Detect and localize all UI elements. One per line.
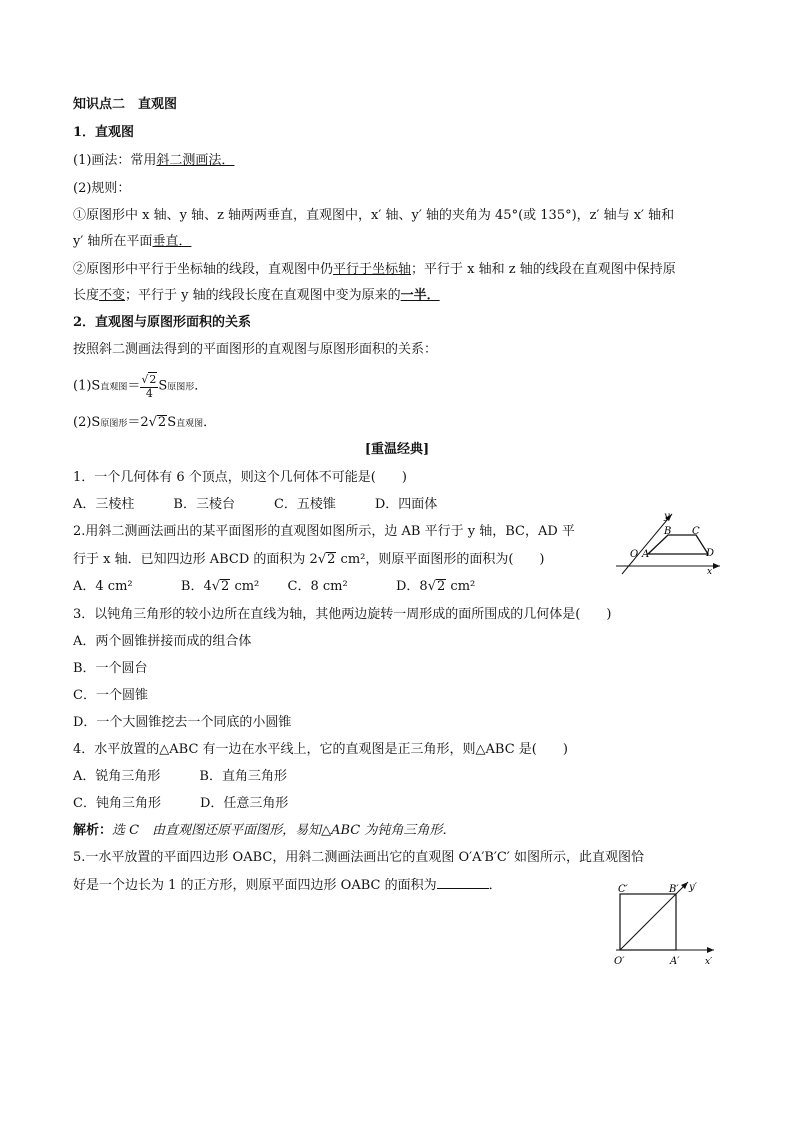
q2-option-d-post: cm² <box>446 579 476 594</box>
s2-heading: 2．直观图与原图形面积的关系 <box>73 315 252 330</box>
rule1-line1: ①原图形中 x 轴、y 轴、z 轴两两垂直，直观图中，x′ 轴、y′ 轴的夹角为 45°(或 135°)，z′ 轴与 x′ 轴和 <box>73 208 675 223</box>
fig2-label-a: A′ <box>670 956 680 967</box>
s1-draw-prefix: (1)画法：常用 <box>73 153 157 168</box>
f2-sub2: 直观图 <box>176 419 204 429</box>
rule2-b-prefix: 长度 <box>73 288 100 303</box>
q5-line1: 5.一水平放置的平面四边形 OABC，用斜二测画法画出它的直观图 O′A′B′C′ 如图所示，此直观图恰 <box>73 850 644 865</box>
f2-end: ． <box>203 415 217 430</box>
fig1-x-arrow <box>713 563 720 569</box>
q2-b-rad: 2 <box>327 552 336 567</box>
fig1-label-a: A <box>642 549 650 560</box>
fig2-label-o: O′ <box>614 956 625 967</box>
rule2-a-ul: 平行于坐标轴 <box>333 262 412 277</box>
f1-s: S <box>158 378 168 394</box>
fig1-label-o: O <box>630 549 639 560</box>
rule2-a-suffix: ；平行于 x 轴和 z 轴的线段在直观图中保持原 <box>411 262 676 277</box>
fig2-label-y: y′ <box>689 882 697 893</box>
section-title: 知识点二 直观图 <box>73 97 178 112</box>
q4-solution-label: 解析： <box>73 823 113 838</box>
q5-answer-blank <box>437 876 489 889</box>
f1-fraction: $\frac{√2}{4}$ <box>141 373 157 400</box>
q2-option-b-post: cm² <box>230 579 260 594</box>
review-title: [重温经典] <box>364 442 430 457</box>
q2-line2: 行于 x 轴．已知四边形 ABCD 的面积为 2√2 cm²，则原平面图形的面积为( ) <box>73 552 545 567</box>
fig1-label-x: x <box>707 567 713 576</box>
q3-option-c: C．一个圆锥 <box>73 688 148 703</box>
f1-den: 4 <box>145 387 153 400</box>
q4-solution-text: 选 C 由直观图还原平面图形，易知△ABC 为钝角三角形． <box>112 823 456 838</box>
q2-option-d-pre: D．8 <box>396 579 428 594</box>
f1-num: 2 <box>149 373 157 386</box>
rule2-b-ul2: 一半． <box>400 288 440 303</box>
q3-option-d: D．一个大圆锥挖去一个同底的小圆锥 <box>73 715 292 730</box>
formula-2: (2)S原图形＝2√2S直观图． <box>73 415 217 430</box>
q2-options: A．4 cm² B．4√2 cm² C．8 cm² D．8√2 cm² <box>73 579 476 594</box>
fig1-label-y: y <box>664 511 670 522</box>
q1: 1．一个几何体有 6 个顶点，则这个几何体不可能是( ) <box>73 470 407 485</box>
q3-option-a: A．两个圆锥拼接而成的组合体 <box>73 634 252 649</box>
f1-sub: 直观图 <box>100 382 128 393</box>
figure-square <box>610 880 722 968</box>
q3: 3．以钝角三角形的较小边所在直线为轴，其他两边旋转一周形成的面所围成的几何体是( ) <box>73 607 612 622</box>
fig1-y-axis <box>622 514 672 574</box>
rule1-line2 <box>73 233 191 251</box>
q2-b-suffix: cm²，则原平面图形的面积为( ) <box>336 552 545 567</box>
q1-options: A．三棱柱 B．三棱台 C．五棱锥 D．四面体 <box>73 497 438 512</box>
rule1-b-prefix: y′ 轴所在平面 <box>73 234 153 249</box>
q2-option-c: C．8 cm² <box>287 579 348 594</box>
q5-line2 <box>73 876 502 895</box>
figure-trapezoid <box>612 506 724 576</box>
q2-option-b-rad: 2 <box>221 579 230 594</box>
rule1-b-ul: 垂直． <box>152 234 192 249</box>
q4: 4．水平放置的△ABC 有一边在水平线上，它的直观图是正三角形，则△ABC 是( ) <box>73 742 568 757</box>
rule2-b-ul1: 不变 <box>99 288 126 303</box>
q2-option-a: A．4 cm² <box>73 579 133 594</box>
rule2-line2 <box>73 287 440 305</box>
fig1-label-b: B <box>664 526 672 537</box>
f2-sub: 原图形 <box>100 419 128 429</box>
f2-s: S <box>167 415 177 430</box>
f1-end: ． <box>194 378 208 394</box>
rule2-b-mid: ；平行于 y 轴的线段长度在直观图中变为原来的 <box>125 288 401 303</box>
fig1-trapezoid <box>648 535 708 554</box>
f1-sub2: 原图形 <box>167 382 195 393</box>
s2-text: 按照斜二测画法得到的平面图形的直观图与原图形面积的关系： <box>73 342 438 357</box>
f1-eq: ＝ <box>127 378 141 394</box>
fig2-label-x: x′ <box>705 957 713 967</box>
q4-options-cd: C．钝角三角形 D．任意三角形 <box>73 796 289 811</box>
rule2-line1 <box>73 261 676 279</box>
fig1-label-d: D <box>706 548 715 559</box>
q4-options-ab: A．锐角三角形 B．直角三角形 <box>73 769 287 784</box>
f2-rad: 2 <box>157 415 167 430</box>
fig1-label-c: C <box>692 526 700 537</box>
f2-prefix: (2)S <box>73 415 101 430</box>
q4-solution <box>73 822 455 840</box>
q2-b-prefix: 行于 x 轴．已知四边形 ABCD 的面积为 2 <box>73 552 318 567</box>
fig2-label-b: B′ <box>669 884 679 895</box>
fig2-label-c: C′ <box>618 884 628 895</box>
f2-eq: ＝2 <box>127 415 149 430</box>
q2-option-b-pre: B．4 <box>180 579 212 594</box>
q5-b-suffix: ． <box>488 878 502 893</box>
q3-option-b: B．一个圆台 <box>73 661 148 676</box>
q2-option-d-rad: 2 <box>437 579 446 594</box>
fig2-x-arrow <box>707 947 714 953</box>
q5-b-prefix: 好是一个边长为 1 的正方形，则原平面四边形 OABC 的面积为 <box>73 878 437 893</box>
q2-line1: 2.用斜二测画法画出的某平面图形的直观图如图所示，边 AB 平行于 y 轴，BC，AD 平 <box>73 524 575 539</box>
s1-rules: (2)规则： <box>73 181 131 196</box>
f1-prefix: (1)S <box>73 378 101 394</box>
s1-draw-line <box>73 152 234 170</box>
rule2-a-prefix: ②原图形中平行于坐标轴的线段，直观图中仍 <box>73 262 334 277</box>
s1-heading: 1．直观图 <box>73 125 135 140</box>
formula-1 <box>73 372 207 401</box>
s1-draw-method: 斜二测画法． <box>156 153 235 168</box>
